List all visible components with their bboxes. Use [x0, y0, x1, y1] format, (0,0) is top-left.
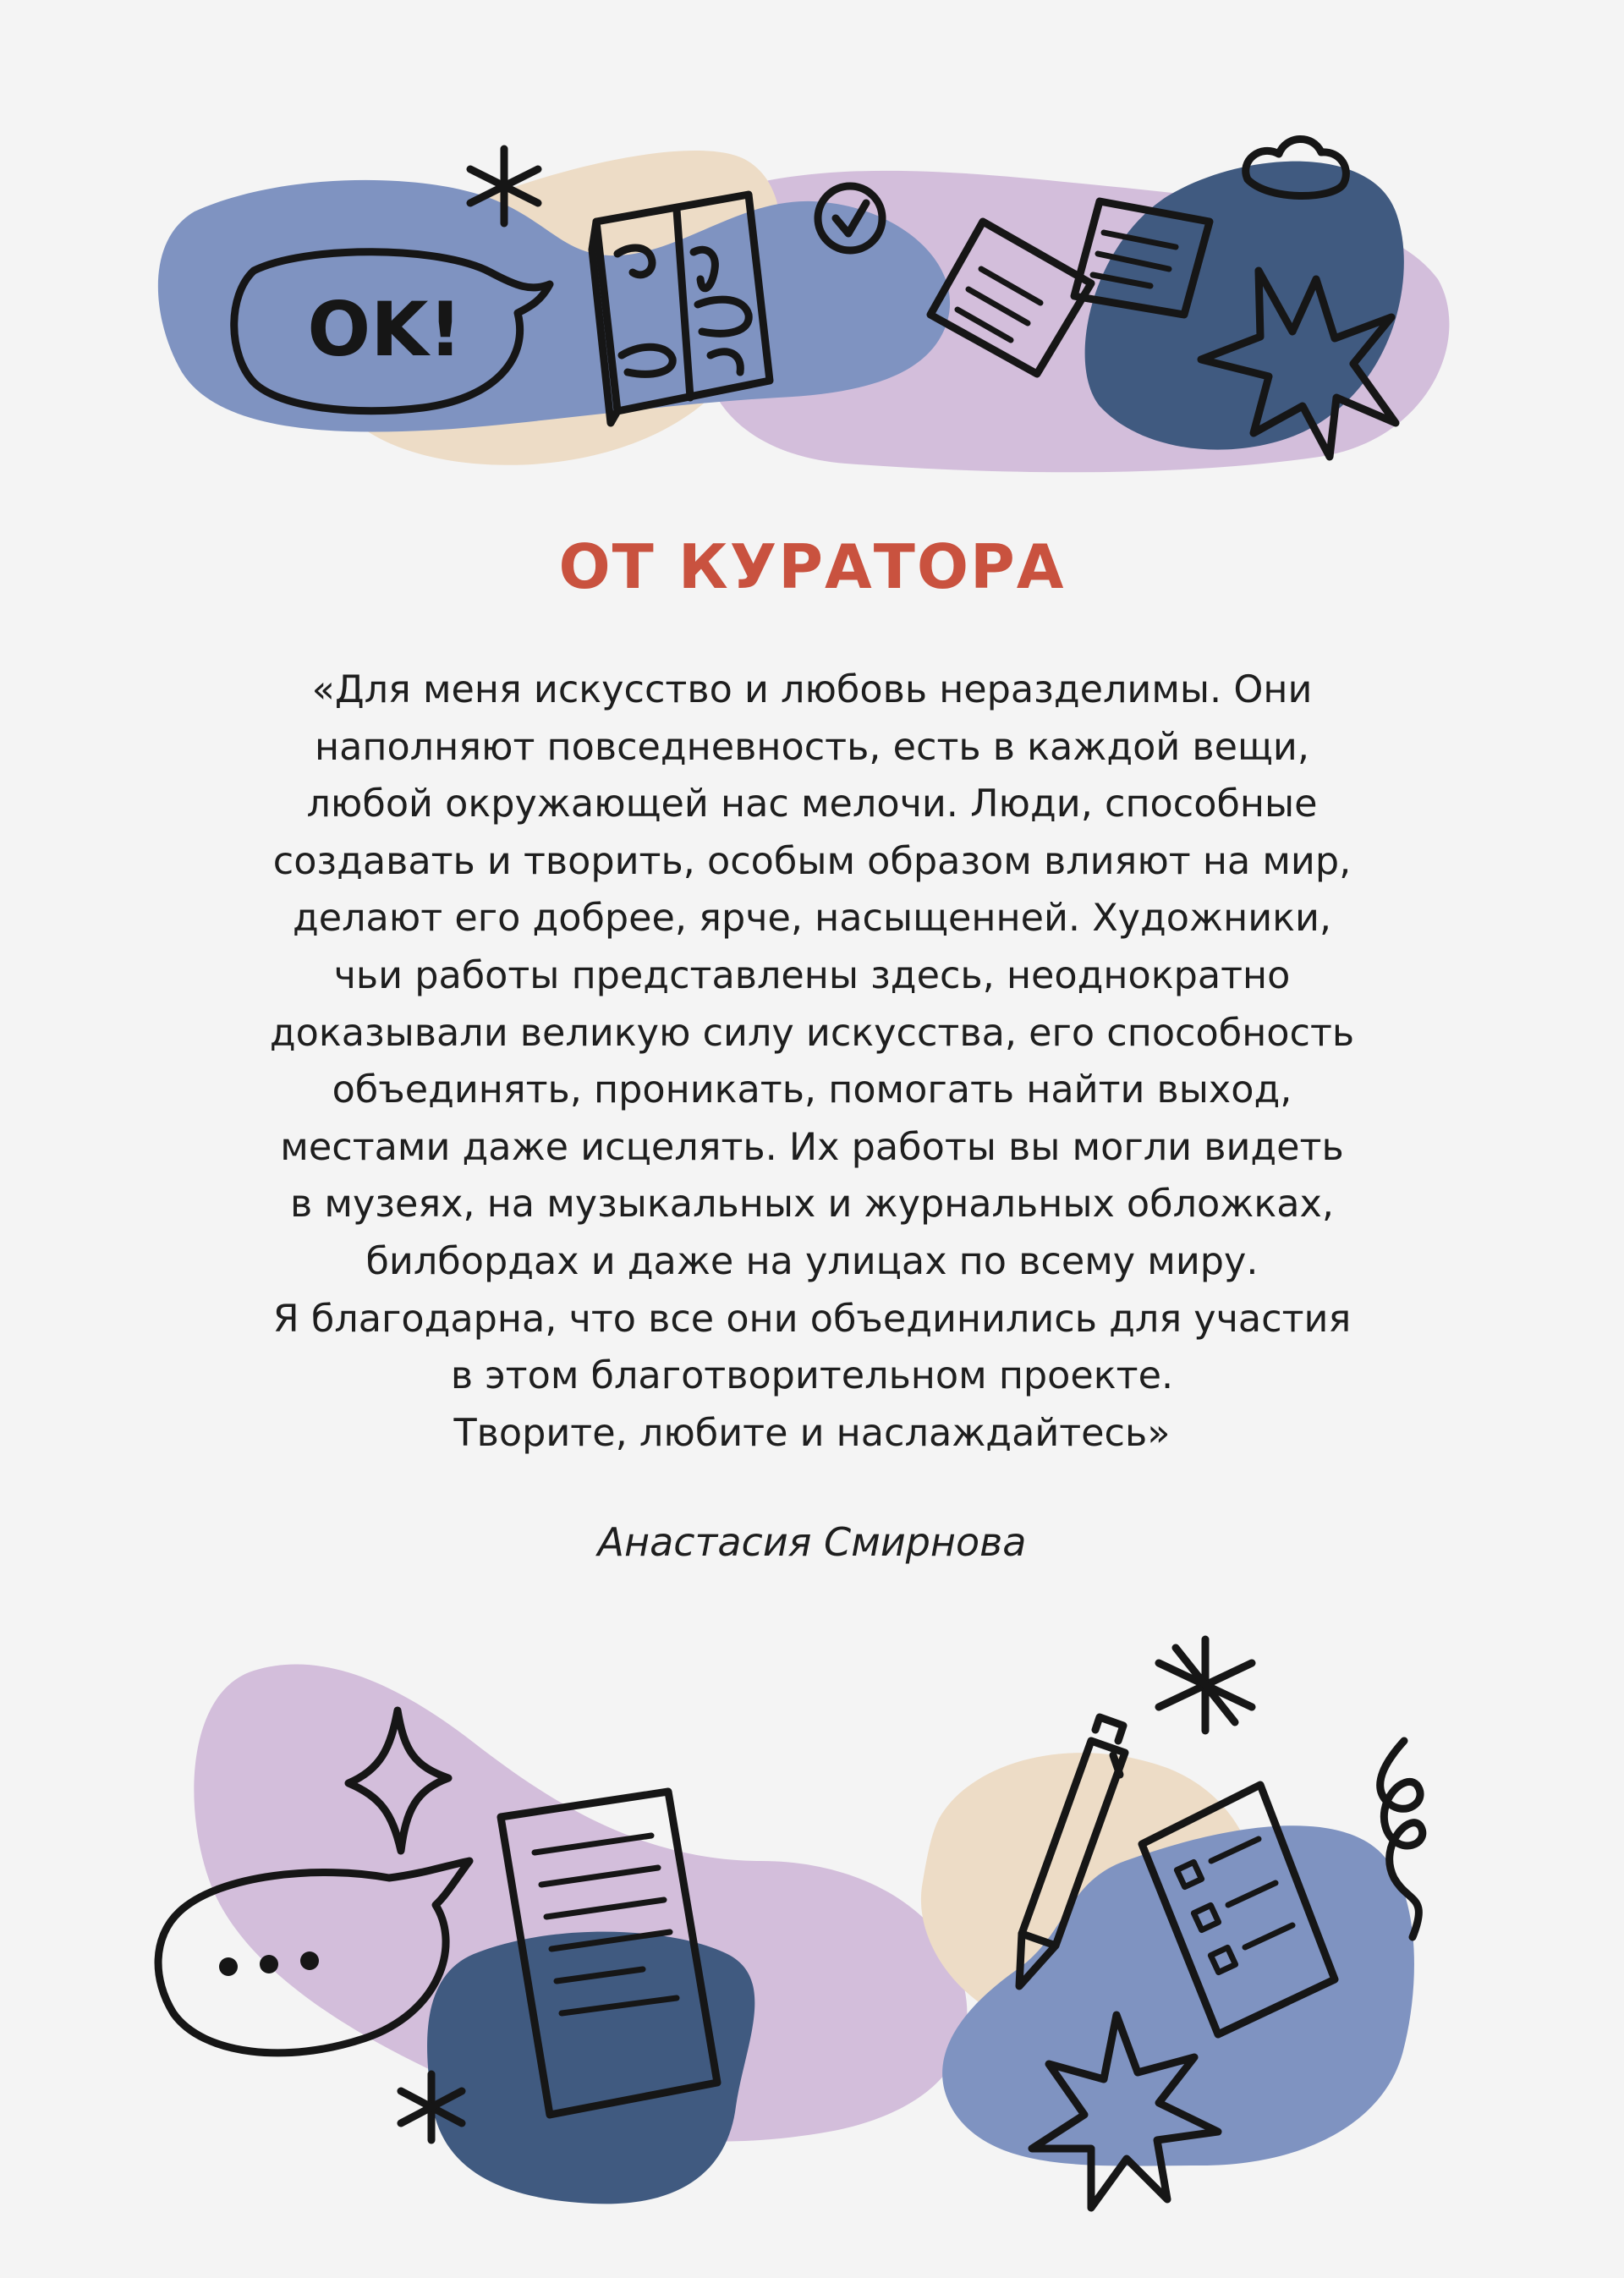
quote-line: объединять, проникать, помогать найти выход,	[332, 1068, 1292, 1112]
quote-line: в этом благотворительном проекте.	[450, 1354, 1174, 1398]
bottom-illustration	[0, 1624, 1624, 2216]
quote-line: Творите, любите и наслаждайтесь»	[453, 1411, 1171, 1455]
quote-line: любой окружающей нас мелочи. Люди, способные	[306, 782, 1318, 826]
quote-line: доказывали великую силу искусства, его способность	[269, 1011, 1355, 1055]
quote-line: билбордах и даже на улицах по всему миру.	[365, 1239, 1259, 1283]
quote-line: делают его добрее, ярче, насыщенней. Художники,	[292, 897, 1332, 941]
quote-line: Я благодарна, что все они объединились для участия	[272, 1297, 1352, 1341]
quote-line: наполняют повседневность, есть в каждой вещи,	[315, 725, 1309, 769]
quote-line: чьи работы представлены здесь, неоднократно	[333, 953, 1291, 997]
quote-line: создавать и творить, особым образом влияют на мир,	[272, 839, 1352, 883]
top-illustration	[0, 127, 1624, 499]
blob-navy-bottom	[427, 1932, 754, 2204]
ok-bubble-text: OK!	[307, 286, 463, 373]
quote-line: «Для меня искусство и любовь неразделимы. Они	[311, 668, 1313, 711]
quote-line: в музеях, на музыкальных и журнальных обложках,	[290, 1183, 1334, 1227]
asterisk-icon	[1159, 1639, 1252, 1731]
quote-author: Анастасия Смирнова	[597, 1519, 1027, 1565]
page-title: ОТ КУРАТОРА	[558, 531, 1066, 602]
quote-line: местами даже исцелять. Их работы вы могли видеть	[280, 1125, 1344, 1169]
curator-quote	[169, 661, 1455, 1462]
